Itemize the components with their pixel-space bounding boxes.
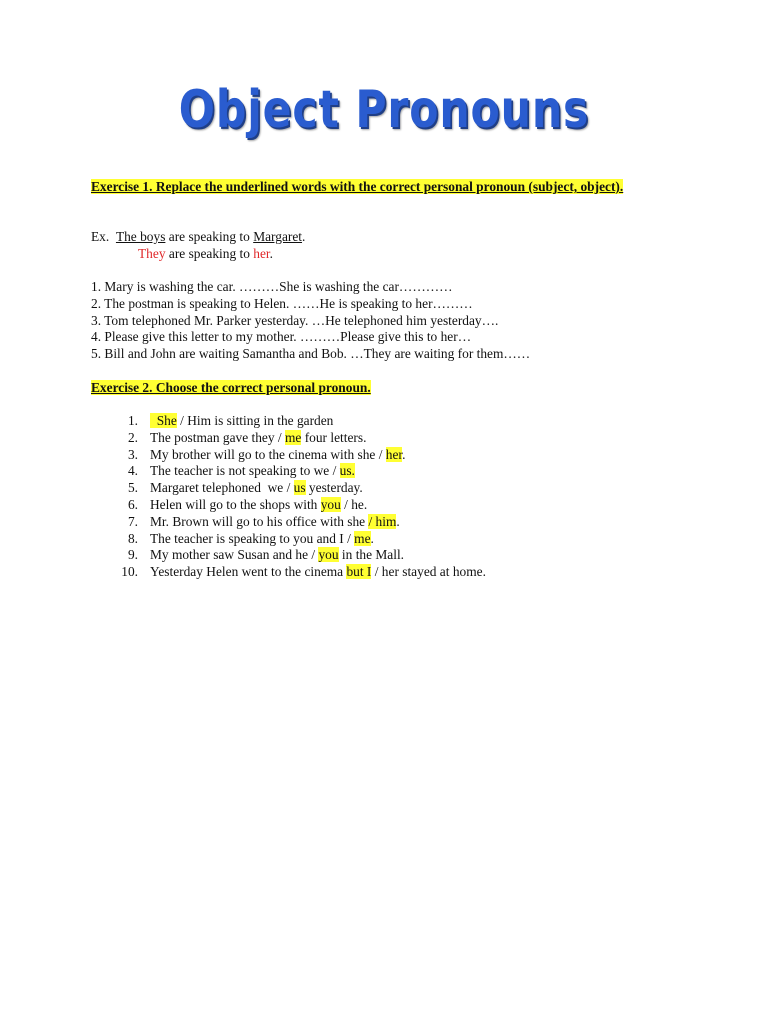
- exercise1-example: [91, 229, 691, 263]
- list-item: [113, 514, 713, 531]
- item-text: [150, 547, 404, 564]
- list-item: [113, 430, 713, 447]
- item-number: 1.: [127, 413, 138, 428]
- item-number: 5.: [127, 480, 138, 496]
- item-text-after: .: [396, 513, 400, 529]
- highlighted-answer: you: [320, 496, 341, 512]
- highlighted-answer: us.: [339, 463, 355, 479]
- list-item: [113, 463, 713, 480]
- item-number: 7.: [127, 513, 138, 529]
- item-text: [150, 480, 363, 497]
- list-item: 4. Please give this letter to my mother. ………Please give this to her…: [91, 329, 472, 345]
- highlighted-answer: you: [318, 547, 339, 563]
- example-answer: [91, 246, 691, 263]
- example-answer-subject: They: [138, 245, 166, 261]
- item-text-before: The teacher is not speaking to we /: [150, 463, 340, 479]
- exercise1-list: [91, 279, 691, 363]
- item-text-after: / he.: [340, 496, 368, 512]
- item-text-before: My mother saw Susan and he /: [150, 547, 319, 563]
- item-number: 3.: [127, 446, 138, 462]
- exercise1-heading-text: Exercise 1. Replace the underlined words with the correct personal pronoun (subject, object).: [91, 179, 624, 194]
- page-title: Object Pronouns: [178, 80, 590, 140]
- example-prefix: Ex.: [91, 229, 110, 244]
- example-middle: are speaking to: [168, 229, 250, 244]
- item-text-after: .: [402, 446, 406, 462]
- item-number: 10.: [121, 564, 138, 580]
- highlighted-answer: / him: [368, 513, 397, 529]
- item-text-after: yesterday.: [305, 480, 363, 496]
- item-text-after: four letters.: [301, 429, 367, 445]
- highlighted-answer: She: [150, 413, 177, 428]
- item-number: 6.: [127, 496, 138, 512]
- item-number: 9.: [127, 547, 138, 563]
- list-item: 2. The postman is speaking to Helen. ……He is speaking to her………: [91, 295, 473, 311]
- list-item: 1. Mary is washing the car. ………She is washing the car…………: [91, 279, 453, 294]
- example-end: .: [302, 229, 306, 244]
- list-item: [113, 547, 713, 564]
- exercise2-heading-text: Exercise 2. Choose the correct personal pronoun.: [91, 380, 371, 395]
- item-text-before: The postman gave they /: [150, 429, 285, 445]
- highlighted-answer: me: [285, 429, 302, 445]
- item-text: [150, 531, 374, 548]
- item-text: [150, 564, 486, 581]
- item-text-after: .: [370, 530, 374, 546]
- item-text-before: Yesterday Helen went to the cinema: [150, 564, 347, 580]
- highlighted-answer: her: [385, 446, 403, 462]
- list-item: [113, 413, 713, 430]
- list-item: 3. Tom telephoned Mr. Parker yesterday. …He telephoned him yesterday….: [91, 312, 499, 328]
- list-item: [113, 480, 713, 497]
- highlighted-answer: us: [293, 480, 306, 496]
- example-answer-object: her: [253, 245, 270, 261]
- example-answer-end: .: [269, 245, 274, 261]
- item-number: 2.: [127, 429, 138, 445]
- example-object: Margaret: [253, 229, 303, 244]
- item-text: [150, 463, 355, 480]
- item-number: 4.: [127, 463, 138, 479]
- exercise2-heading: [91, 380, 691, 397]
- item-text: [150, 497, 367, 514]
- item-text-before: Helen will go to the shops with: [150, 496, 321, 512]
- highlighted-answer: but I: [346, 564, 372, 580]
- item-text-before: The teacher is speaking to you and I /: [150, 530, 355, 546]
- list-item: 5. Bill and John are waiting Samantha and Bob. …They are waiting for them……: [91, 346, 531, 362]
- item-number: 8.: [127, 530, 138, 546]
- item-text-after: / Him is sitting in the garden: [176, 413, 334, 428]
- item-text: [150, 447, 406, 464]
- item-text-before: Mr. Brown will go to his office with she: [150, 513, 369, 529]
- exercise1-heading: [91, 179, 681, 196]
- item-text-after: in the Mall.: [338, 547, 405, 563]
- highlighted-answer: me: [354, 530, 371, 546]
- item-text-before: Margaret telephoned we /: [150, 480, 294, 496]
- list-item: [113, 531, 713, 548]
- item-text: [150, 430, 366, 447]
- item-text: [150, 514, 400, 531]
- item-text-before: My brother will go to the cinema with she /: [150, 446, 386, 462]
- list-item: [113, 447, 713, 464]
- example-question: [91, 229, 691, 246]
- item-text: [150, 413, 333, 430]
- list-item: [113, 497, 713, 514]
- example-subject: The boys: [115, 229, 166, 244]
- exercise2-list: [113, 413, 713, 581]
- example-answer-middle: are speaking to: [168, 245, 250, 261]
- item-text-after: / her stayed at home.: [371, 564, 486, 580]
- list-item: [113, 564, 713, 581]
